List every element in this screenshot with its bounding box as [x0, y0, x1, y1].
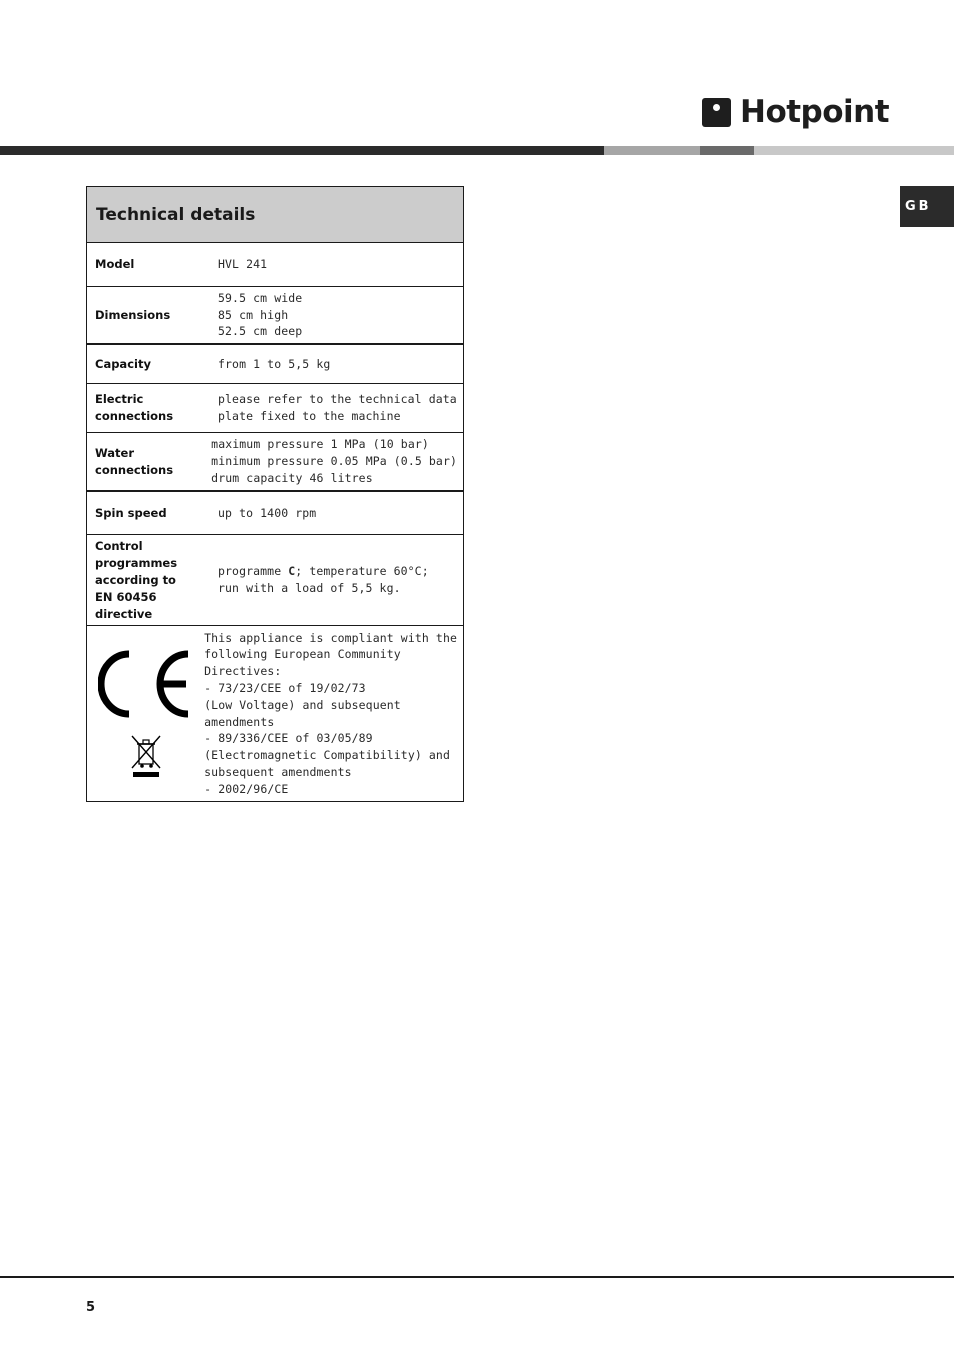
row-water-connections [87, 433, 463, 492]
label-line: Water [95, 445, 135, 460]
row-value [204, 630, 463, 798]
table-header [87, 187, 463, 243]
value-line: 59.5 cm wide [218, 290, 303, 305]
programme-code: C [288, 564, 296, 579]
row-model [87, 243, 463, 287]
row-value [218, 356, 463, 373]
row-value [218, 563, 463, 597]
header-stripe-grey [604, 146, 700, 155]
row-label: Model [95, 257, 135, 271]
value-line: HVL 241 [218, 257, 268, 272]
programme-suffix: ; temperature 60°C; [295, 564, 429, 579]
row-label: Capacity [95, 356, 151, 371]
logo-mark-icon [702, 98, 731, 127]
row-electric-connections [87, 384, 463, 433]
weee-bin-icon [129, 734, 163, 780]
value-line [218, 563, 457, 580]
value-line: minimum pressure 0.05 MPa (0.5 bar) [211, 454, 457, 469]
programme-prefix: programme [218, 564, 289, 579]
value-line: (Low Voltage) and subsequent [204, 697, 401, 712]
row-compliance [87, 626, 463, 801]
value-line: run with a load of 5,5 kg. [218, 581, 401, 595]
value-line: This appliance is compliant with the [204, 630, 457, 645]
value-line: please refer to the technical data [218, 392, 457, 407]
row-value [218, 391, 463, 425]
row-spin-speed [87, 492, 463, 535]
value-line: following European Community [204, 647, 401, 662]
compliance-marks [87, 648, 204, 780]
row-label [87, 445, 211, 479]
logo-text: Hotpoint [740, 94, 890, 130]
value-line: Directives: [204, 664, 282, 679]
value-line: - 73/23/CEE of 19/02/73 [204, 680, 366, 695]
value-line: plate fixed to the machine [218, 409, 401, 423]
row-label: Dimensions [95, 307, 171, 322]
label-line: connections [95, 409, 174, 423]
row-value [218, 505, 463, 522]
value-line: from 1 to 5,5 kg [218, 356, 331, 371]
label-line: directive [95, 606, 153, 621]
row-value [218, 256, 463, 273]
hotpoint-logo [702, 95, 889, 129]
value-line: up to 1400 rpm [218, 505, 317, 520]
value-line: subsequent amendments [204, 764, 352, 779]
label-line: programmes [95, 555, 178, 570]
row-value [218, 290, 463, 340]
label-line: Control [95, 538, 143, 553]
row-label: Spin speed [95, 505, 167, 520]
value-line: drum capacity 46 litres [211, 470, 373, 485]
label-line: according to [95, 572, 176, 587]
footer-rule [0, 1276, 954, 1278]
row-capacity [87, 345, 463, 384]
label-line: EN 60456 [95, 589, 157, 604]
value-line: 85 cm high [218, 307, 289, 322]
value-line: 52.5 cm deep [218, 324, 303, 339]
value-line: - 89/336/CEE of 03/05/89 [204, 731, 373, 746]
header-stripe-light [754, 146, 954, 155]
label-line: Electric [95, 392, 144, 406]
row-value [211, 436, 463, 486]
row-dimensions [87, 287, 463, 345]
technical-details-table [86, 186, 464, 802]
value-line: maximum pressure 1 MPa (10 bar) [211, 437, 429, 452]
language-tab: GB [900, 186, 954, 227]
value-line: amendments [204, 714, 275, 729]
page-number: 5 [86, 1300, 96, 1315]
table-title: Technical details [96, 204, 256, 225]
header-stripe-mid [700, 146, 754, 155]
label-line: connections [95, 462, 174, 477]
value-line: - 2002/96/CE [204, 781, 289, 796]
row-control-programmes [87, 535, 463, 626]
value-line: (Electromagnetic Compatibility) and [204, 748, 450, 763]
row-label [87, 538, 218, 623]
row-label [87, 391, 218, 425]
ce-mark-icon [98, 648, 194, 720]
header-stripe-dark [0, 146, 604, 155]
